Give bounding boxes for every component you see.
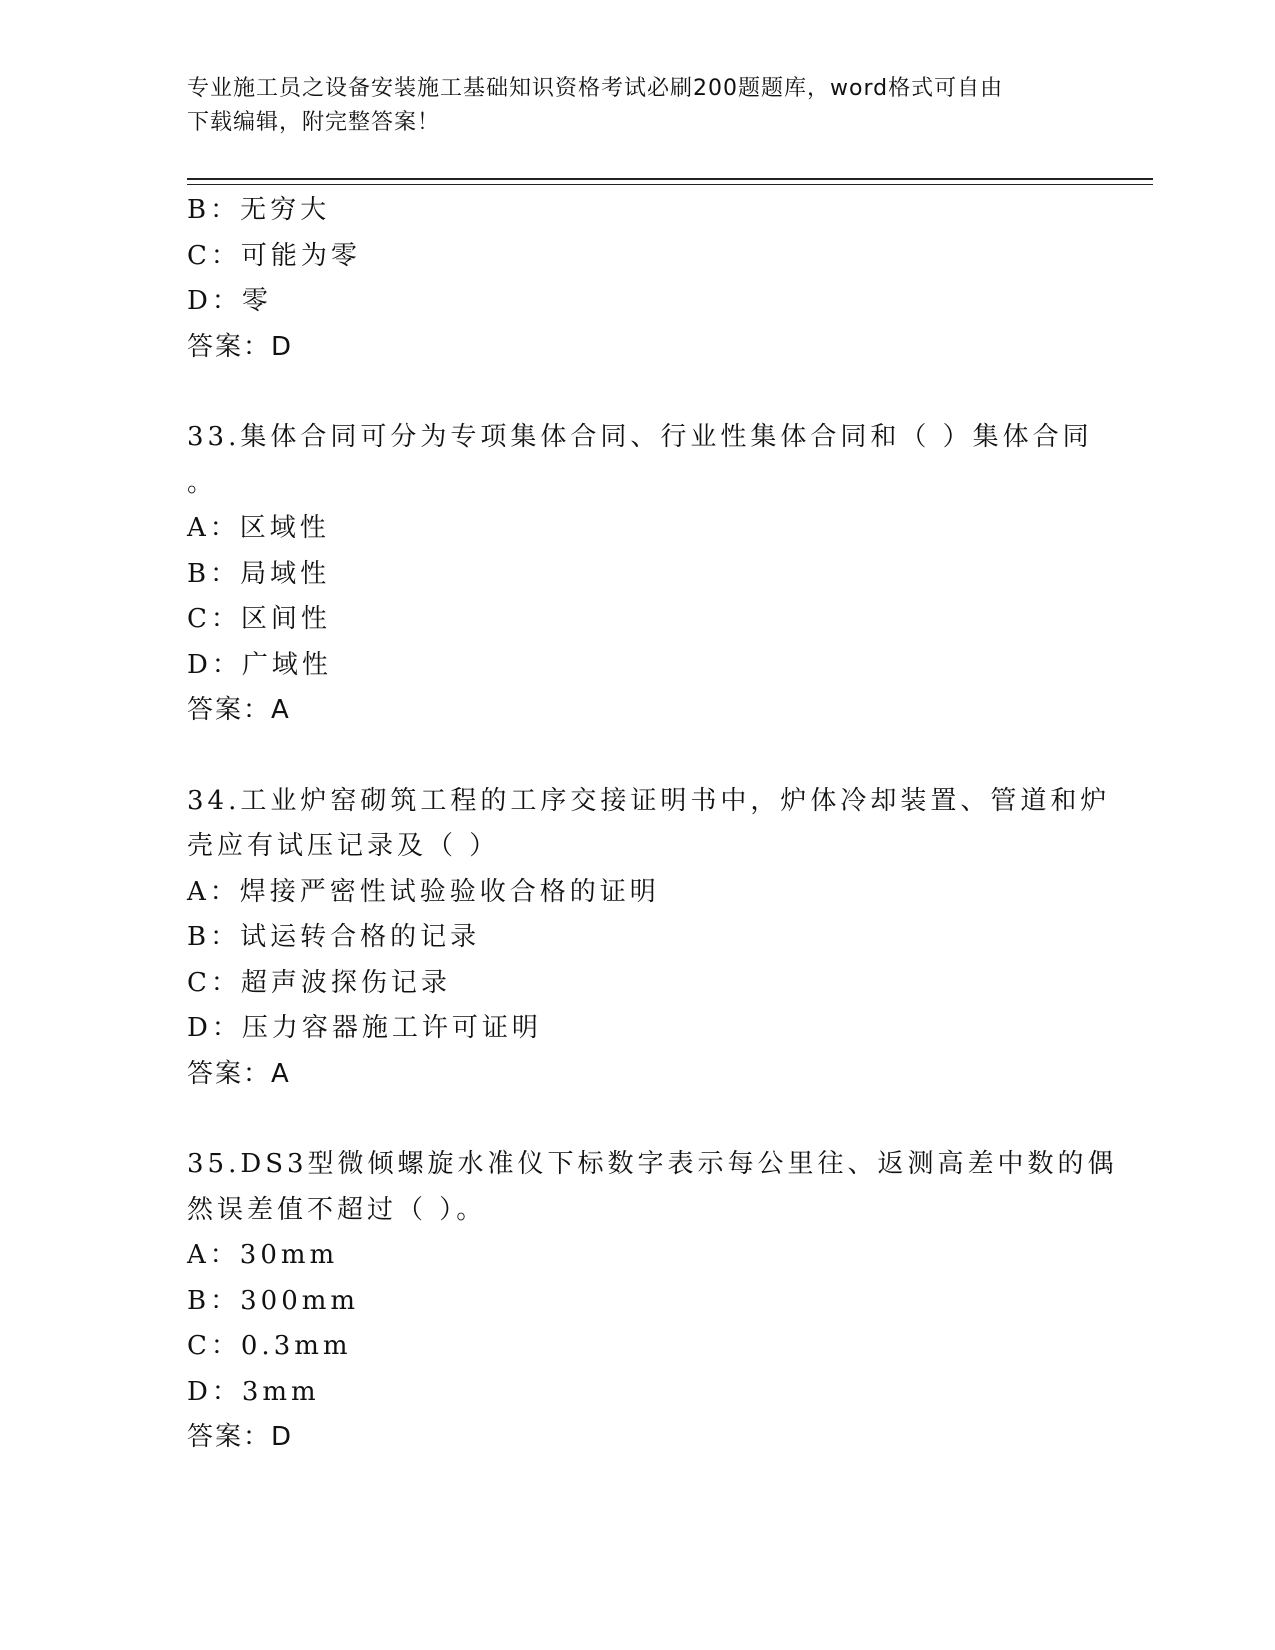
option-c: C：0.3mm xyxy=(187,1331,352,1361)
question-stem: 33.集体合同可分为专项集体合同、行业性集体合同和（ ）集体合同 xyxy=(187,422,1093,452)
question-35 xyxy=(187,1142,1118,1461)
option-a: A：区域性 xyxy=(187,513,330,543)
spacer xyxy=(187,734,1087,779)
header-divider-thick xyxy=(187,178,1153,180)
question-33 xyxy=(187,415,1093,734)
question-stem-continued: 壳应有试压记录及（ ） xyxy=(187,831,500,861)
answer-line: 答案：A xyxy=(187,695,291,725)
answer-line: 答案：A xyxy=(187,1058,291,1089)
option-b: B：试运转合格的记录 xyxy=(187,922,481,952)
option-c: C：可能为零 xyxy=(187,240,361,271)
question-32-tail xyxy=(187,188,1087,370)
question-stem-continued: 然误差值不超过（ ）。 xyxy=(187,1194,487,1225)
option-d: D：3mm xyxy=(187,1376,320,1407)
header-line-1: 专业施工员之设备安装施工基础知识资格考试必刷200题题库，word格式可自由 xyxy=(187,76,1004,101)
question-stem: 34.工业炉窑砌筑工程的工序交接证明书中，炉体冷却装置、管道和炉 xyxy=(187,785,1111,816)
option-b: B：局域性 xyxy=(187,558,331,589)
option-a: A：焊接严密性试验验收合格的证明 xyxy=(187,876,660,907)
question-stem-continued: 。 xyxy=(187,467,218,498)
spacer xyxy=(187,1097,1087,1142)
option-d: D：广域性 xyxy=(187,649,332,680)
answer-line: 答案：D xyxy=(187,1422,294,1452)
question-stem: 35.DS3型微倾螺旋水准仪下标数字表示每公里往、返测高差中数的偶 xyxy=(187,1149,1118,1179)
option-a: A：30mm xyxy=(187,1240,339,1270)
header-divider-thin xyxy=(187,184,1153,185)
option-b: B：无穷大 xyxy=(187,195,331,225)
spacer xyxy=(187,370,1087,415)
option-c: C：区间性 xyxy=(187,604,331,634)
question-list xyxy=(187,188,1118,1461)
option-c: C：超声波探伤记录 xyxy=(187,967,451,998)
option-d: D：零 xyxy=(187,286,272,316)
answer-line: 答案：D xyxy=(187,331,294,362)
option-d: D：压力容器施工许可证明 xyxy=(187,1013,542,1043)
header-line-2: 下载编辑，附完整答案！ xyxy=(187,110,441,135)
question-34 xyxy=(187,779,1111,1098)
option-b: B：300mm xyxy=(187,1285,360,1316)
document-header xyxy=(187,72,1087,140)
